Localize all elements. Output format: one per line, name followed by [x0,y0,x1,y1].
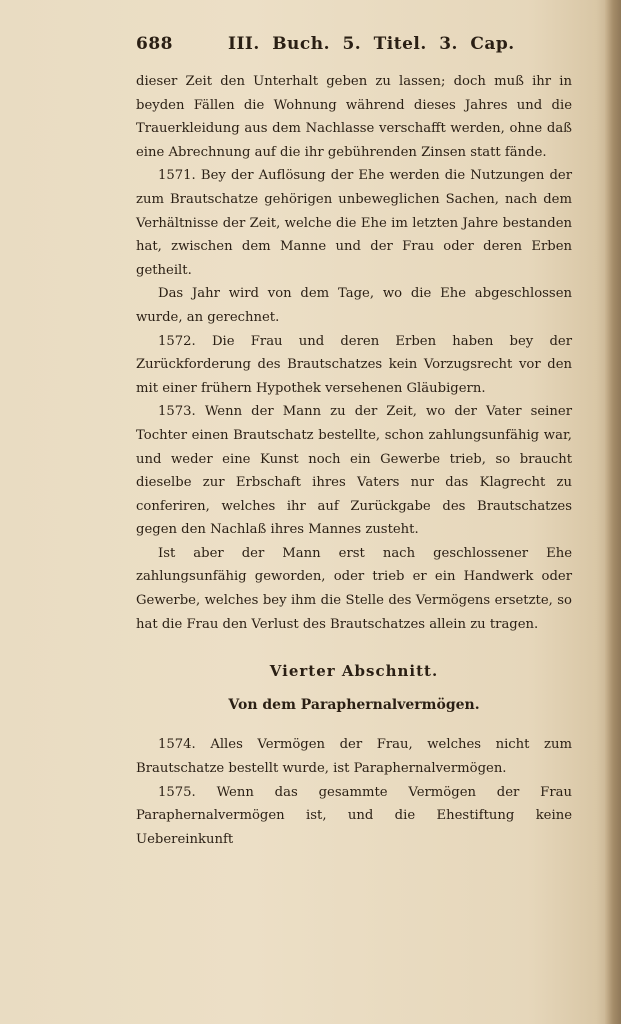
paragraph: Das Jahr wird von dem Tage, wo die Ehe abgeschlossen wurde, an gerechnet. [136,286,572,325]
paragraph: 1573. Wenn der Mann zu der Zeit, wo der Vater seiner Tochter einen Brautschatz bestellte, schon zahlungsunfähig war, und weder eine Kunst noch ein Gewerbe trieb, so braucht dieselbe zur Erbschaft ihres Vaters nur das Klagrecht zu conferiren, welches ihr auf Zurückgabe des Brautschatzes gegen den Nachlaß ihres Mannes zusteht. [136,404,572,538]
paragraph: dieser Zeit den Unterhalt geben zu lassen; doch muß ihr in beyden Fällen die Wohnung während dieses Jahres und die Trauerkleidung aus dem Nachlasse verschafft werden, ohne daß eine Abrechnung auf die ihr gebührenden Zinsen statt fände. [136,74,572,160]
paragraph: 1571. Bey der Auflösung der Ehe werden die Nutzungen der zum Brautschatze gehörigen unbeweglichen Sachen, nach dem Verhältnisse der Zeit, welche die Ehe im letzten Jahre bestanden hat, zwischen dem Manne und der Frau oder deren Erben getheilt. [136,168,572,278]
page-edge [605,0,621,1024]
running-title: III. Buch. 5. Titel. 3. Cap. [228,34,515,54]
body-text [136,70,572,851]
paragraph: Ist aber der Mann erst nach geschlossener Ehe zahlungsunfähig geworden, oder trieb er ein Handwerk oder Gewerbe, welches bey ihm die Stelle des Vermögens ersetzte, so hat die Frau den Verlust des Brautschatzes allein zu tragen. [136,545,572,632]
page-number: 688 [136,34,173,54]
section-title: Vierter Abschnitt. [269,662,439,681]
section-subtitle: Von dem Paraphernalvermögen. [228,696,480,713]
paragraph: 1574. Alles Vermögen der Frau, welches nicht zum Brautschatze bestellt wurde, ist Paraphernalvermögen. [136,737,572,777]
paragraph: 1575. Wenn das gesammte Vermögen der Frau Paraphernalvermögen ist, und die Ehestiftung keine Uebereinkunft [136,784,572,847]
page-header [136,34,576,60]
paragraph: 1572. Die Frau und deren Erben haben bey der Zurückforderung des Brautschatzes kein Vorzugsrecht vor den mit einer frühern Hypothek versehenen Gläubigern. [136,333,572,396]
